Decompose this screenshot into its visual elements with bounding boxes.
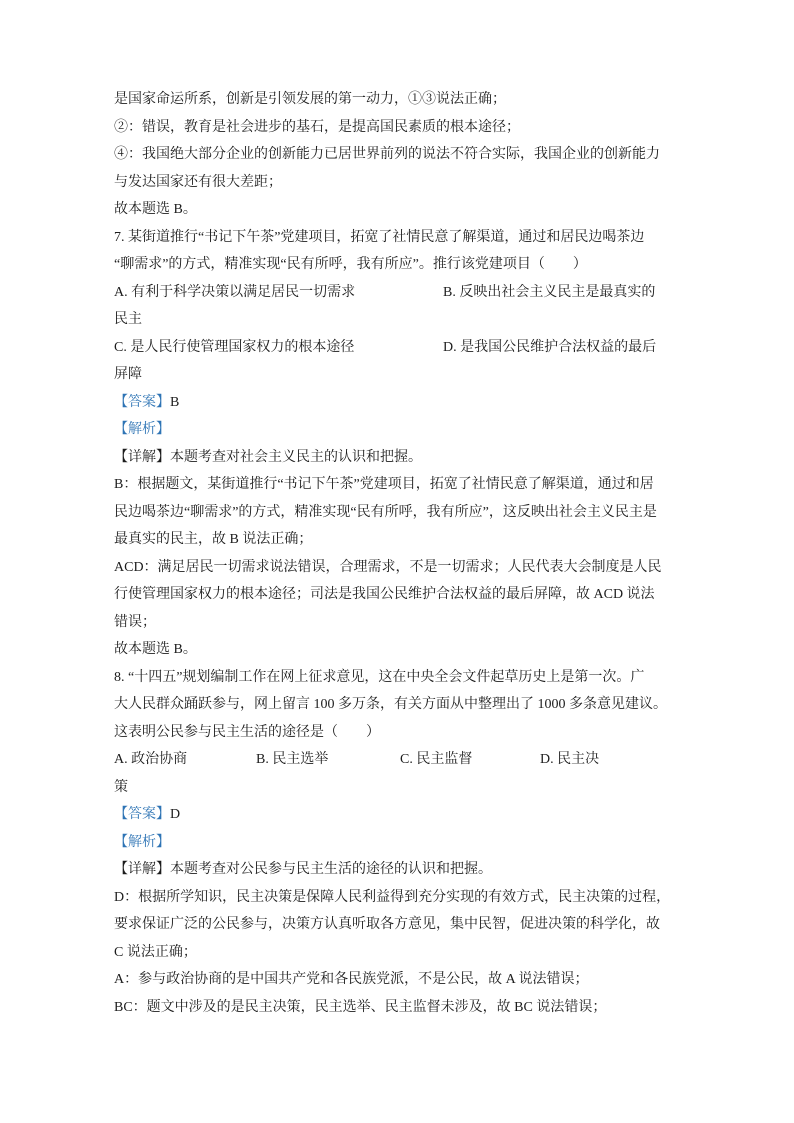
q7-answer-label: 【答案】 — [114, 394, 170, 410]
q7-option-b: B. 反映出社会主义民主是最真实的 — [443, 284, 656, 300]
q7-option-d: D. 是我国公民维护合法权益的最后 — [443, 339, 657, 355]
q8-detail-line: 要求保证广泛的公民参与，决策方认真听取各方意见，集中民智，促进决策的科学化，故 — [114, 917, 660, 932]
q8-answer-label: 【答案】 — [114, 807, 170, 822]
q7-detail-line: 行使管理国家权力的根本途径；司法是我国公民维护合法权益的最后屏障，故 ACD 说法 — [114, 587, 655, 602]
q8-analysis-label-line — [114, 829, 680, 857]
q7-stem-line: “聊需求”的方式，精准实现“民有所呼，我有所应”。推行该党建项目（ ） — [114, 257, 587, 272]
q8-detail-line: 【详解】本题考查对公民参与民主生活的途径的认识和把握。 — [114, 862, 492, 877]
q8-option-d: D. 民主决 — [540, 752, 600, 767]
q7-option-d-wrap: 屏障 — [114, 367, 142, 382]
q7-stem-line: 7. 某街道推行“书记下午茶”党建项目，拓宽了社情民意了解渠道，通过和居民边喝茶边 — [114, 229, 645, 245]
q8-options-row — [114, 746, 680, 774]
q8-detail-line: C 说法正确； — [114, 944, 197, 960]
q7-analysis-label: 【解析】 — [114, 422, 170, 437]
q8-detail-line: A：参与政治协商的是中国共产党和各民族党派，不是公民，故 A 说法错误； — [114, 972, 589, 987]
q7-detail-line: ACD：满足居民一切需求说法错误，合理需求，不是一切需求；人民代表大会制度是人民 — [114, 559, 662, 575]
q7-detail-line: B：根据题文，某街道推行“书记下午茶”党建项目，拓宽了社情民意了解渠道，通过和居 — [114, 477, 654, 492]
prev-analysis-line: ②：错误，教育是社会进步的基石，是提高国民素质的根本途径； — [114, 119, 520, 135]
prev-analysis-line: 与发达国家还有很大差距； — [114, 174, 282, 190]
q7-option-c: C. 是人民行使管理国家权力的根本途径 — [114, 339, 355, 355]
q8-option-d-wrap: 策 — [114, 779, 128, 795]
q8-analysis-label: 【解析】 — [114, 834, 170, 850]
q7-answer-line — [114, 389, 680, 417]
prev-analysis-line: 是国家命运所系，创新是引领发展的第一动力，①③说法正确； — [114, 92, 506, 107]
q8-answer-line — [114, 801, 680, 829]
q7-options-row-ab — [114, 279, 680, 307]
q8-option-a: A. 政治协商 — [114, 752, 188, 767]
q7-detail-line: 最真实的民主，故 B 说法正确； — [114, 532, 313, 547]
q7-detail-line: 【详解】本题考查对社会主义民主的认识和把握。 — [114, 449, 422, 465]
q7-option-b-wrap: 民主 — [114, 312, 142, 327]
q8-stem-line: 这表明公民参与民主生活的途径是（ ） — [114, 724, 380, 740]
q8-detail-line: BC：题文中涉及的是民主决策，民主选举、民主监督未涉及，故 BC 说法错误； — [114, 999, 607, 1015]
q7-options-row-cd — [114, 334, 680, 362]
q7-detail-conclusion: 故本题选 B。 — [114, 642, 197, 657]
q7-detail-line: 民边喝茶边“聊需求”的方式，精准实现“民有所呼，我有所应”，这反映出社会主义民主是 — [114, 504, 657, 520]
prev-analysis-conclusion: 故本题选 B。 — [114, 202, 197, 217]
document-content — [114, 86, 680, 1021]
q8-answer-value: D — [170, 807, 181, 822]
q8-stem-line: 大人民群众踊跃参与，网上留言 100 多万条，有关方面从中整理出了 1000 多条意见建议。 — [114, 697, 667, 712]
q8-stem-line: 8. “十四五”规划编制工作在网上征求意见，这在中央全会文件起草历史上是第一次。广 — [114, 669, 645, 685]
q7-option-a: A. 有利于科学决策以满足居民一切需求 — [114, 284, 356, 300]
q8-detail-line: D：根据所学知识，民主决策是保障人民利益得到充分实现的有效方式，民主决策的过程， — [114, 889, 671, 905]
q8-option-b: B. 民主选举 — [256, 752, 329, 767]
q7-detail-line: 错误； — [114, 614, 156, 630]
q7-analysis-label-line — [114, 416, 680, 444]
q7-answer-value: B — [170, 394, 180, 410]
prev-analysis-line: ④：我国绝大部分企业的创新能力已居世界前列的说法不符合实际，我国企业的创新能力 — [114, 147, 660, 162]
q8-option-c: C. 民主监督 — [400, 752, 473, 767]
